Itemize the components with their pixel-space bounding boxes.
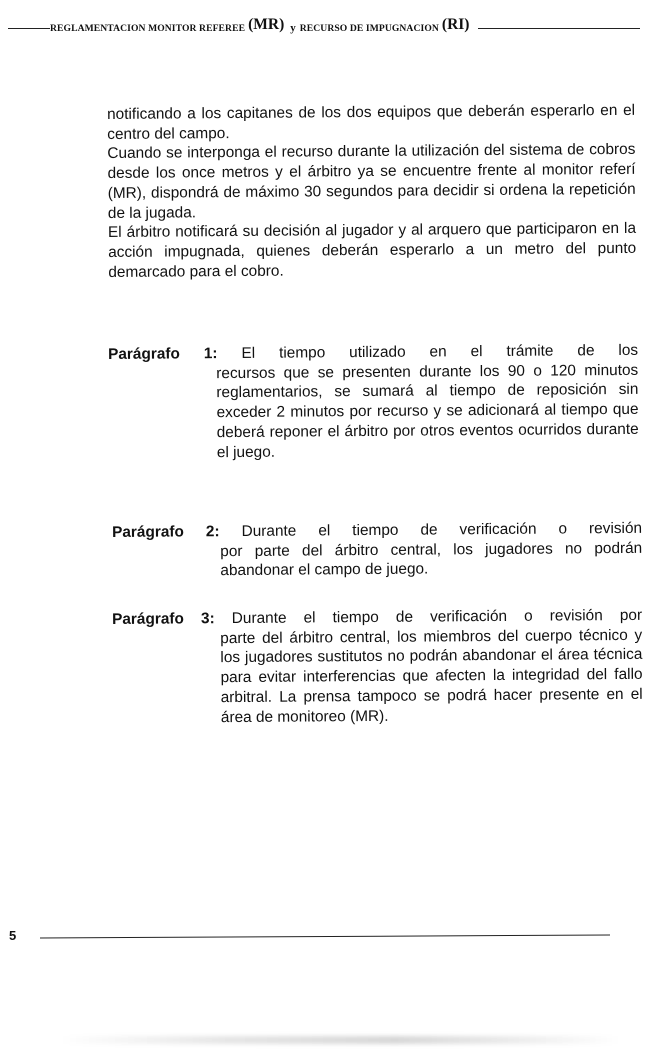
paragrafo-label: Parágrafo 2: (112, 523, 220, 541)
header-rule-left (8, 28, 50, 29)
paragrafo-1 (108, 341, 639, 463)
intro-paragraph: Cuando se interponga el recurso durante la utilización del sistema de cobros desde los once metros y el árbitro ya se encuentre frente al monitor referí (MR), dispondrá de máximo 30 segundos para decidir si ordena la repetición de la jugada. (107, 141, 636, 222)
header-mr-abbrev: (MR) (248, 16, 285, 33)
header-title-prefix: REGLAMENTACION MONITOR REFEREE (50, 23, 246, 34)
paragrafo-label: Parágrafo 3: (112, 610, 215, 628)
intro-paragraph: El árbitro notificará su decisión al jugador y al arquero que participaron en la acción impugnada, quienes deberán esperarlo a un metro del punto demarcado para el cobro. (107, 220, 637, 281)
header-ri-abbrev: (RI) (441, 16, 470, 33)
paragrafo-2 (112, 519, 642, 582)
header-title-middle: RECURSO DE IMPUGNACION (299, 23, 439, 34)
page-number: 5 (9, 928, 17, 943)
intro-text (107, 101, 636, 282)
paragrafo-first-text: El tiempo utilizado en el trámite de los (241, 341, 639, 362)
header-connector: y (290, 22, 296, 34)
running-header (8, 10, 640, 34)
paragrafo-first-text: Durante el tiempo de verificación o revisión (241, 519, 643, 540)
paragrafo-first-text: Durante el tiempo de verificación o revisión por (231, 606, 643, 628)
paragrafo-3 (112, 606, 643, 728)
header-rule-right (478, 28, 640, 29)
paragrafo-body: por parte del árbitro central, los jugadores no podrán abandonar el campo de juego. (220, 539, 643, 580)
paragrafo-label: Parágrafo 1: (108, 345, 218, 363)
footer-rule (40, 935, 610, 939)
paragrafo-body: recursos que se presenten durante los 90 o 120 minutos reglamentarios, se sumará al tiempo de reposición sin exceder 2 minutos por recurso y se adicionará al tiempo que deberá reponer el árbitro por otros eventos ocurridos durante el juego. (216, 361, 639, 461)
intro-paragraph: notificando a los capitanes de los dos equipos que deberán esperarlo en el centro del campo. (107, 101, 636, 143)
scan-smudge (60, 1036, 620, 1044)
paragrafo-body: parte del árbitro central, los miembros del cuerpo técnico y los jugadores sustitutos no podrán abandonar el área técnica para evitar interferencias que afecten la integridad del fallo arbitral. La prensa tampoco se podrá hacer presente en el área de monitoreo (MR). (220, 626, 643, 726)
